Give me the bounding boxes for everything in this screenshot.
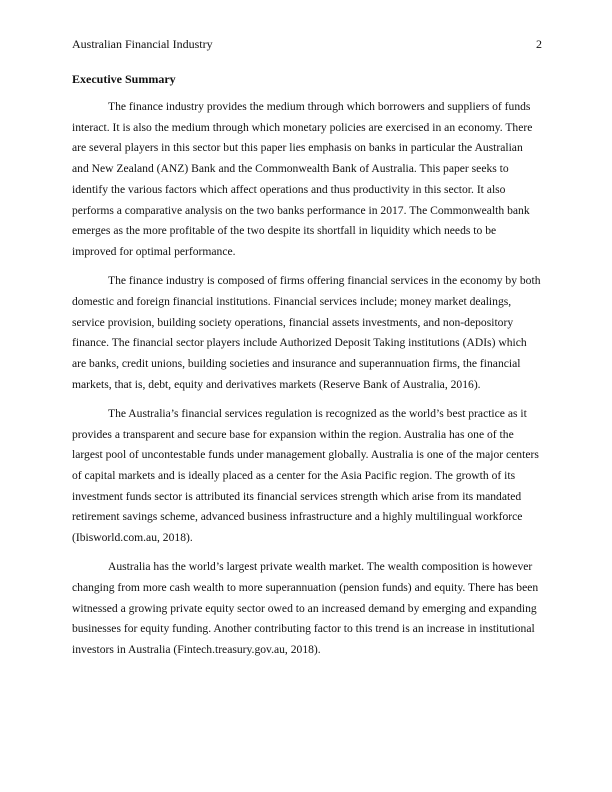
paragraph-4: Australia has the world’s largest private wealth market. The wealth composition is however changing from more cash wealth to more superannuation (pension funds) and equity. There has been witnessed a growing private equity sector owed to an increased demand by emerging and expanding businesses for equity funding. Another contributing factor to this trend is an increase in institutional investors in Australia (Fintech.treasury.gov.au, 2018). [72,560,539,657]
paragraph-2: The finance industry is composed of firms offering financial services in the economy by both domestic and foreign financial institutions. Financial services include; money market dealings, service provision, building society operations, financial assets investments, and non-depository finance. The financial sector players include Authorized Deposit Taking institutions (ADIs) which are banks, credit unions, building societies and insurance and superannuation firms, the financial markets, that is, debt, equity and derivatives markets (Reserve Bank of Australia, 2016). [72,274,541,391]
section-heading: Executive Summary [72,72,176,86]
running-head: Australian Financial Industry [72,37,213,51]
page-number: 2 [536,37,542,51]
paragraph-1: The finance industry provides the medium through which borrowers and suppliers of funds interact. It is also the medium through which monetary policies are exercised in an economy. There are several players in this sector but this paper lies emphasis on banks in particular the Australian and New Zealand (ANZ) Bank and the Commonwealth Bank of Australia. This paper seeks to identify the various factors which affect operations and thus productivity in this sector. It also performs a comparative analysis on the two banks performance in 2017. The Commonwealth bank emerges as the more profitable of the two despite its shortfall in liquidity which needs to be improved for optimal performance. [72,100,533,258]
paragraph-3: The Australia’s financial services regulation is recognized as the world’s best practice as it provides a transparent and secure base for expansion within the region. Australia has one of the largest pool of uncontestable funds under management globally. Australia is one of the major centers of capital markets and is ideally placed as a center for the Asia Pacific region. The growth of its investment funds sector is attributed its financial services strength which arise from its mandated retirement savings scheme, advanced business infrastructure and a highly multilingual workforce (Ibisworld.com.au, 2018). [72,406,539,545]
document-body [72,69,542,669]
